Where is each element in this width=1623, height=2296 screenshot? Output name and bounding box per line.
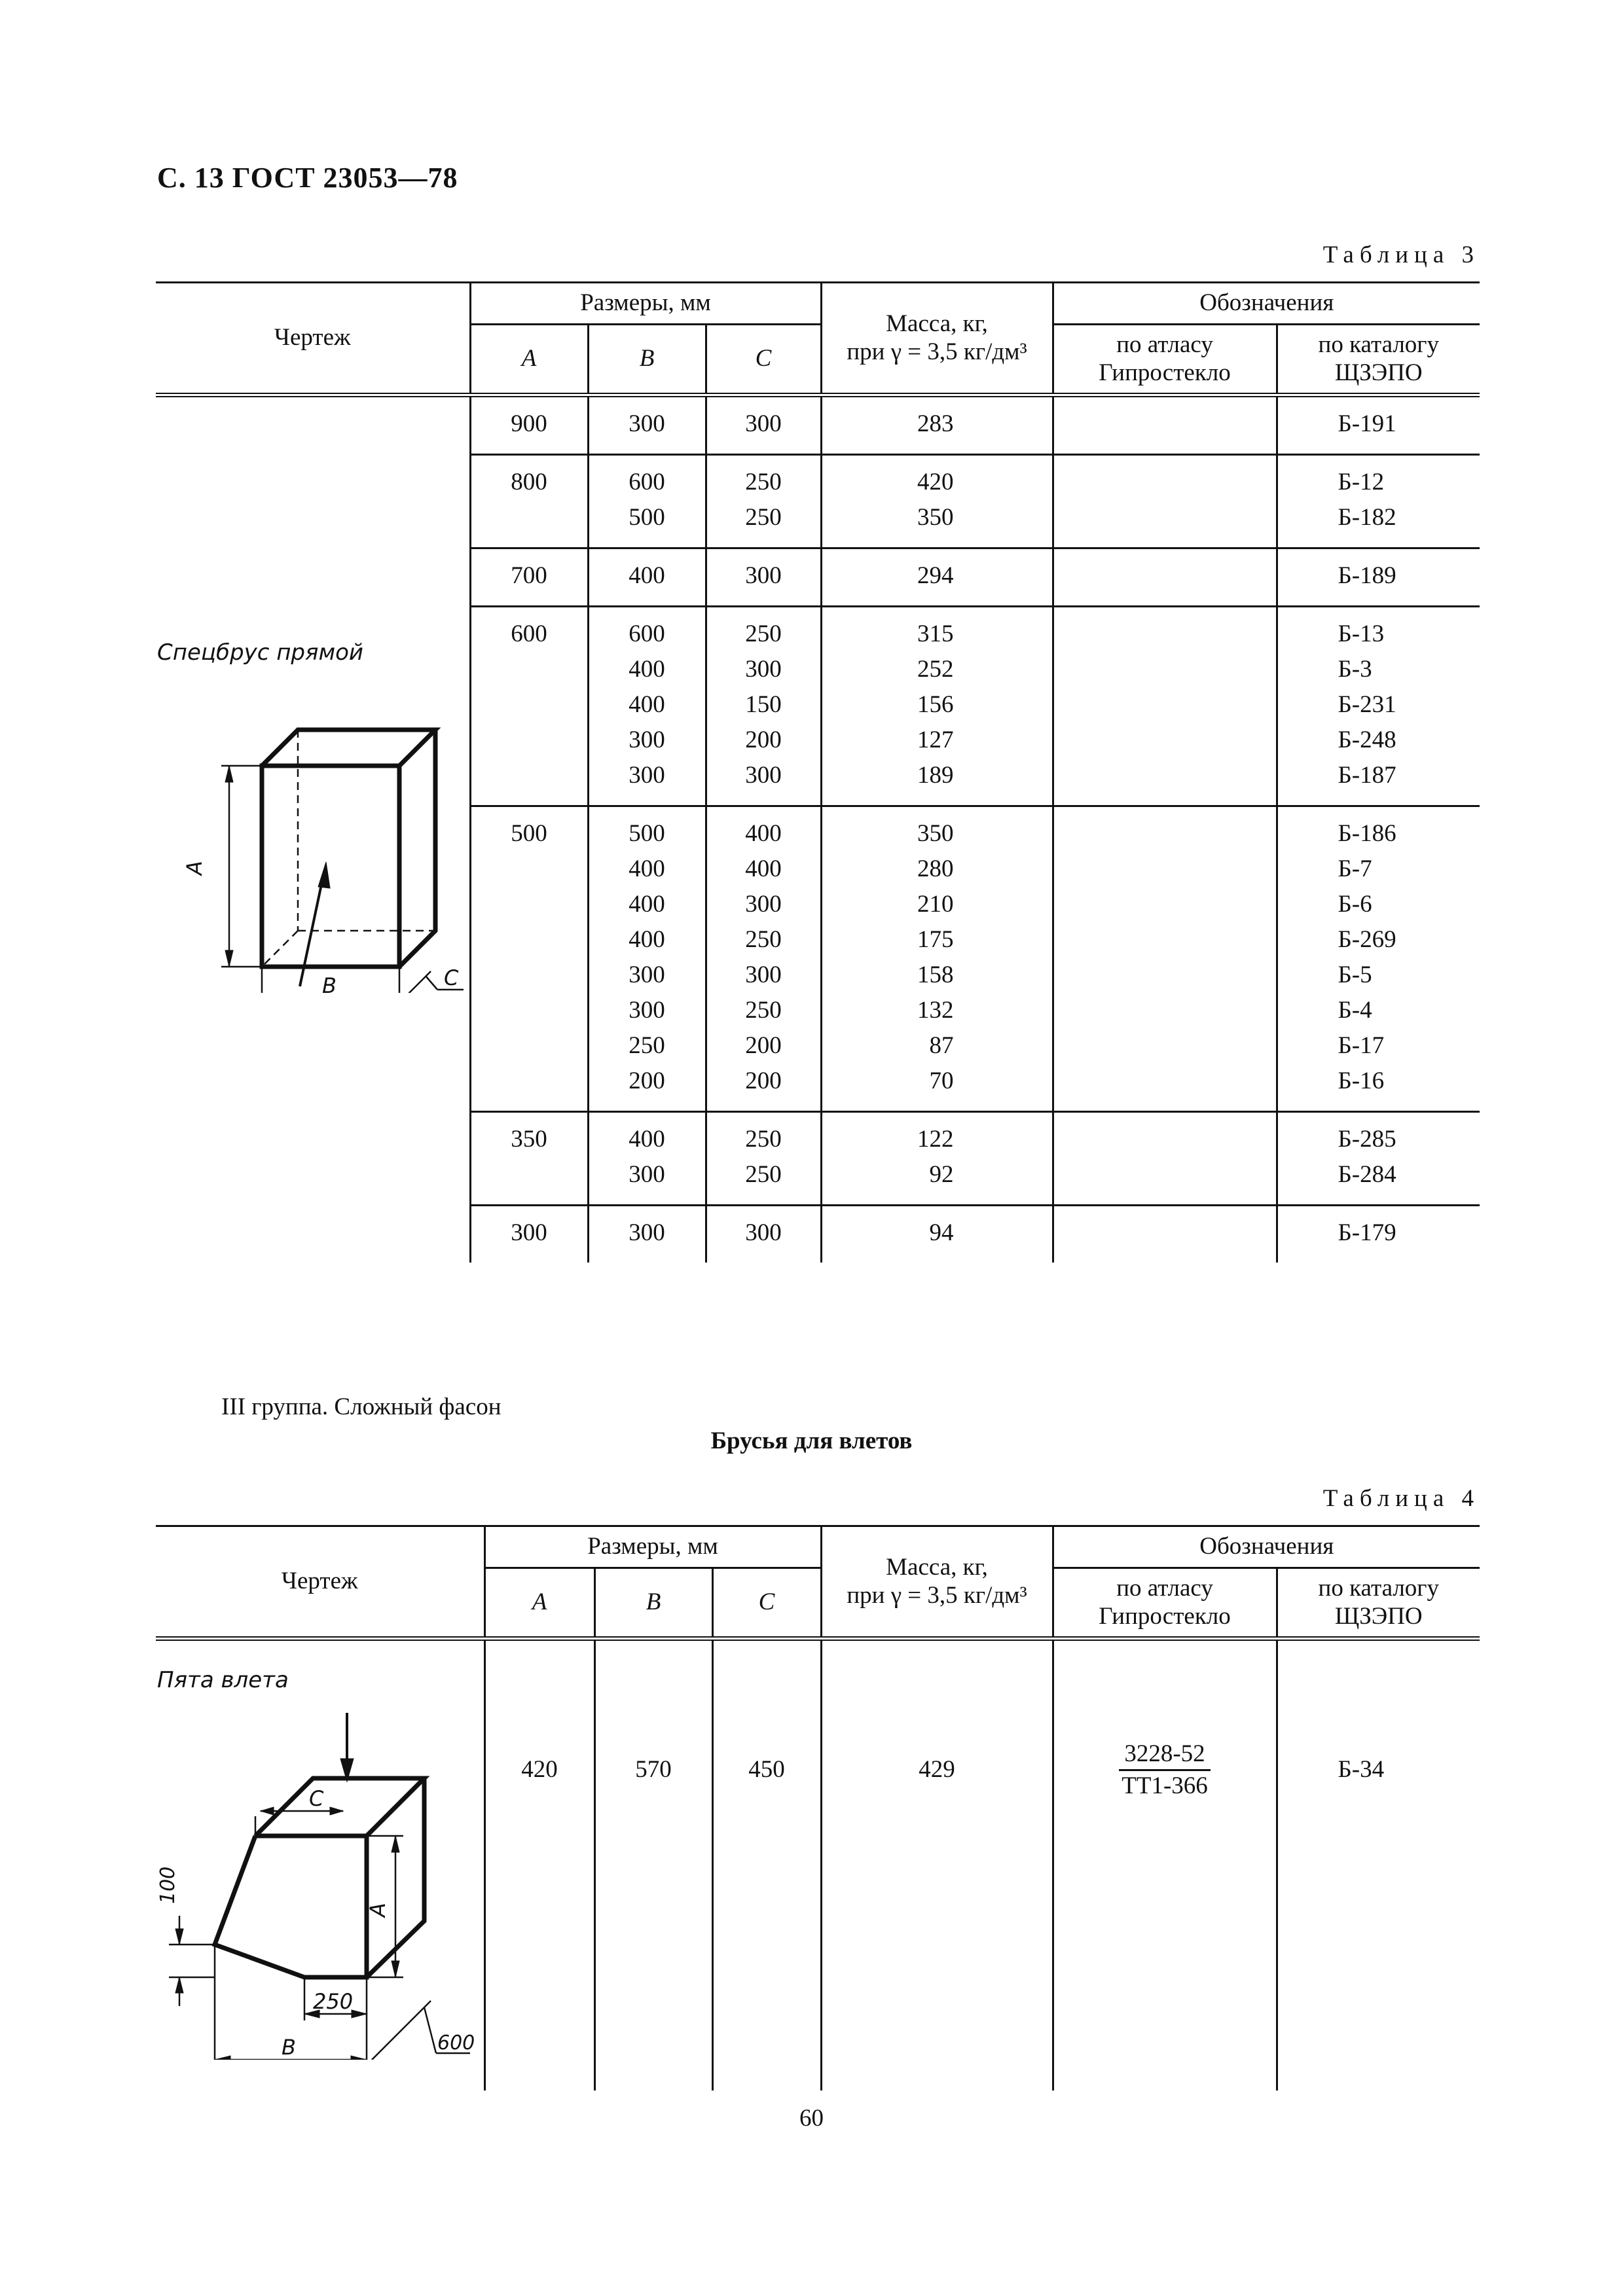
col-drawing-header: Чертеж [156, 1526, 484, 1639]
cell-atlas [1053, 548, 1277, 607]
cell-catalog [1277, 607, 1480, 806]
cell-mass-value: 94 [929, 1219, 954, 1246]
cell-c [706, 607, 821, 806]
cell-mass-value: 294 [917, 562, 954, 589]
cell-atlas [1053, 455, 1277, 548]
cell-c [706, 548, 821, 607]
cell-atlas [1053, 607, 1277, 806]
cell-catalog-value: Б-186 [1338, 820, 1396, 847]
cell-c-value: 150 [745, 691, 782, 718]
col-b-header: B [588, 325, 706, 395]
cell-mass-value: 350 [917, 504, 954, 531]
cell-c-value: 200 [745, 726, 782, 753]
cell-mass-value: 127 [917, 726, 954, 753]
cell-mass-value: 158 [917, 961, 954, 988]
drawing-cell [156, 1639, 484, 2090]
cell-b-value: 500 [629, 504, 665, 531]
cell-catalog [1277, 395, 1480, 455]
dim-a-label: A [182, 861, 207, 875]
pyata-vleta-drawing [156, 1693, 483, 2060]
cell-c-value: 300 [745, 1219, 782, 1246]
atlas-fraction: $\frac{3228-52}{ТТ1-366}$ [1119, 1739, 1210, 1801]
cell-catalog-value: Б-13 [1338, 620, 1385, 647]
group-note: III группа. Сложный фасон [221, 1393, 501, 1420]
cell-c-value: 250 [745, 997, 782, 1024]
cell-c-value: 250 [745, 504, 782, 531]
cell-b-value: 400 [629, 1126, 665, 1153]
cell-atlas [1053, 395, 1277, 455]
col-c-header: C [706, 325, 821, 395]
dim-b-label: B [282, 2035, 296, 2060]
cell-mass-value: 122 [917, 1126, 954, 1153]
cell-atlas [1053, 1112, 1277, 1206]
cell-b-value: 600 [629, 469, 665, 495]
cell-b-value: 500 [629, 820, 665, 847]
cell-b [588, 455, 706, 548]
dim-250-label: 250 [313, 1989, 354, 2014]
drawing-caption: Пята влета [157, 1667, 289, 1693]
table4-label: Таблица 4 [1322, 1485, 1480, 1512]
cell-mass-value: 420 [917, 469, 954, 495]
cell-catalog [1277, 806, 1480, 1112]
cell-a: 700 [470, 548, 588, 607]
cell-mass-value: 210 [917, 891, 954, 918]
cell-catalog-value: Б-191 [1338, 410, 1396, 437]
cell-catalog-value: Б-7 [1338, 855, 1372, 882]
cell-b-value: 300 [629, 410, 665, 437]
cell-b-value: 400 [629, 891, 665, 918]
col-c-header: C [712, 1568, 821, 1639]
cell-c-value: 250 [745, 1161, 782, 1188]
cell-mass: 429 [821, 1639, 1053, 2090]
cell-a: 900 [470, 395, 588, 455]
cell-a: 500 [470, 806, 588, 1112]
table-row [156, 395, 1480, 455]
cell-c [706, 395, 821, 455]
cell-mass-value: 156 [917, 691, 954, 718]
cell-mass-value: 87 [929, 1032, 954, 1059]
cell-mass [821, 395, 1053, 455]
cell-c-value: 200 [745, 1067, 782, 1094]
cell-c-value: 400 [745, 820, 782, 847]
cell-b-value: 400 [629, 691, 665, 718]
cell-catalog-value: Б-248 [1338, 726, 1396, 753]
dim-b-label: B [322, 973, 337, 993]
cell-catalog-value: Б-269 [1338, 926, 1396, 953]
cell-catalog-value: Б-284 [1338, 1161, 1396, 1188]
cell-b-value: 300 [629, 961, 665, 988]
cell-b-value: 400 [629, 926, 665, 953]
cell-atlas [1053, 806, 1277, 1112]
dim-100-label: 100 [156, 1866, 179, 1904]
cell-mass-value: 175 [917, 926, 954, 953]
col-b-header: B [594, 1568, 712, 1639]
cell-mass [821, 607, 1053, 806]
cell-c-value: 250 [745, 926, 782, 953]
col-sizes-header: Размеры, мм [470, 283, 821, 325]
cell-a: 420 [484, 1639, 594, 2090]
cell-c [706, 455, 821, 548]
cell-catalog [1277, 548, 1480, 607]
cell-mass-value: 189 [917, 762, 954, 789]
cell-catalog-value: Б-12 [1338, 469, 1385, 495]
cell-catalog-value: Б-231 [1338, 691, 1396, 718]
cell-catalog-value: Б-182 [1338, 504, 1396, 531]
col-a-header: A [484, 1568, 594, 1639]
cell-b [588, 1206, 706, 1263]
col-mass-header: Масса, кг, при γ = 3,5 кг/дм³ [821, 283, 1053, 395]
cell-mass-value: 283 [917, 410, 954, 437]
table4 [156, 1525, 1480, 2090]
cell-mass-value: 70 [929, 1067, 954, 1094]
table3 [156, 281, 1480, 1263]
section-title: Брусья для влетов [710, 1427, 913, 1454]
cell-mass-value: 252 [917, 656, 954, 683]
col-designations-header: Обозначения [1053, 1526, 1480, 1568]
cell-atlas [1053, 1206, 1277, 1263]
cell-catalog-value: Б-16 [1338, 1067, 1385, 1094]
dim-600-label: 600 [437, 2032, 475, 2054]
cell-c [706, 1112, 821, 1206]
cell-catalog-value: Б-4 [1338, 997, 1372, 1024]
table3-label: Таблица 3 [1322, 242, 1480, 268]
cell-b-value: 250 [629, 1032, 665, 1059]
cell-b-value: 300 [629, 762, 665, 789]
cell-b-value: 400 [629, 562, 665, 589]
cell-b [588, 548, 706, 607]
cell-mass-value: 350 [917, 820, 954, 847]
col-atlas-header: по атласу Гипростекло [1053, 1568, 1277, 1639]
cell-mass-value: 315 [917, 620, 954, 647]
cell-catalog-value: Б-187 [1338, 762, 1396, 789]
cell-b-value: 300 [629, 997, 665, 1024]
cell-catalog-value: Б-189 [1338, 562, 1396, 589]
page-number: 60 [799, 2105, 824, 2132]
cell-c [706, 806, 821, 1112]
cell-catalog [1277, 455, 1480, 548]
cell-catalog-value: Б-179 [1338, 1219, 1396, 1246]
cell-c-value: 250 [745, 469, 782, 495]
cell-mass [821, 806, 1053, 1112]
cell-catalog [1277, 1112, 1480, 1206]
cell-b [588, 607, 706, 806]
drawing-cell [156, 395, 470, 1263]
cell-mass [821, 1206, 1053, 1263]
col-a-header: A [470, 325, 588, 395]
cell-c-value: 300 [745, 961, 782, 988]
cell-b-value: 300 [629, 1161, 665, 1188]
cell-c-value: 250 [745, 1126, 782, 1153]
cell-mass [821, 548, 1053, 607]
col-catalog-header: по каталогу ЩЗЭПО [1277, 325, 1480, 395]
cell-c-value: 400 [745, 855, 782, 882]
col-catalog-header: по каталогу ЩЗЭПО [1277, 1568, 1480, 1639]
col-designations-header: Обозначения [1053, 283, 1480, 325]
cell-c-value: 200 [745, 1032, 782, 1059]
cell-c-value: 300 [745, 891, 782, 918]
cell-b-value: 400 [629, 656, 665, 683]
cell-c-value: 300 [745, 562, 782, 589]
cell-atlas [1053, 1639, 1277, 2090]
cell-c-value: 300 [745, 410, 782, 437]
cell-a: 350 [470, 1112, 588, 1206]
col-atlas-header: по атласу Гипростекло [1053, 325, 1277, 395]
cell-catalog: Б-34 [1277, 1639, 1480, 2090]
drawing-caption: Спецбрус прямой [157, 639, 364, 666]
cell-mass [821, 1112, 1053, 1206]
cell-catalog-value: Б-17 [1338, 1032, 1385, 1059]
cell-catalog-value: Б-285 [1338, 1126, 1396, 1153]
cell-b-value: 300 [629, 726, 665, 753]
cell-c-value: 300 [745, 656, 782, 683]
dim-a-label: A [365, 1903, 390, 1917]
cell-c [706, 1206, 821, 1263]
cell-catalog-value: Б-3 [1338, 656, 1372, 683]
cell-catalog-value: Б-6 [1338, 891, 1372, 918]
page-header: С. 13 ГОСТ 23053—78 [157, 162, 458, 194]
cell-a: 300 [470, 1206, 588, 1263]
cell-b-value: 600 [629, 620, 665, 647]
cell-catalog [1277, 1206, 1480, 1263]
cell-a: 600 [470, 607, 588, 806]
col-sizes-header: Размеры, мм [484, 1526, 821, 1568]
cell-mass-value: 92 [929, 1161, 954, 1188]
col-mass-header: Масса, кг, при γ = 3,5 кг/дм³ [821, 1526, 1053, 1639]
cell-b [588, 806, 706, 1112]
col-drawing-header: Чертеж [156, 283, 470, 395]
spetsbrus-drawing [162, 679, 470, 993]
cell-mass-value: 280 [917, 855, 954, 882]
cell-mass [821, 455, 1053, 548]
cell-b [588, 1112, 706, 1206]
cell-mass-value: 132 [917, 997, 954, 1024]
cell-catalog-value: Б-5 [1338, 961, 1372, 988]
cell-b-value: 400 [629, 855, 665, 882]
cell-c-value: 300 [745, 762, 782, 789]
cell-c: 450 [712, 1639, 821, 2090]
dim-c-label: C [444, 965, 459, 990]
cell-b: 570 [594, 1639, 712, 2090]
cell-a: 800 [470, 455, 588, 548]
cell-c-value: 250 [745, 620, 782, 647]
dim-c-label: C [309, 1786, 324, 1811]
cell-b [588, 395, 706, 455]
cell-b-value: 300 [629, 1219, 665, 1246]
cell-b-value: 200 [629, 1067, 665, 1094]
